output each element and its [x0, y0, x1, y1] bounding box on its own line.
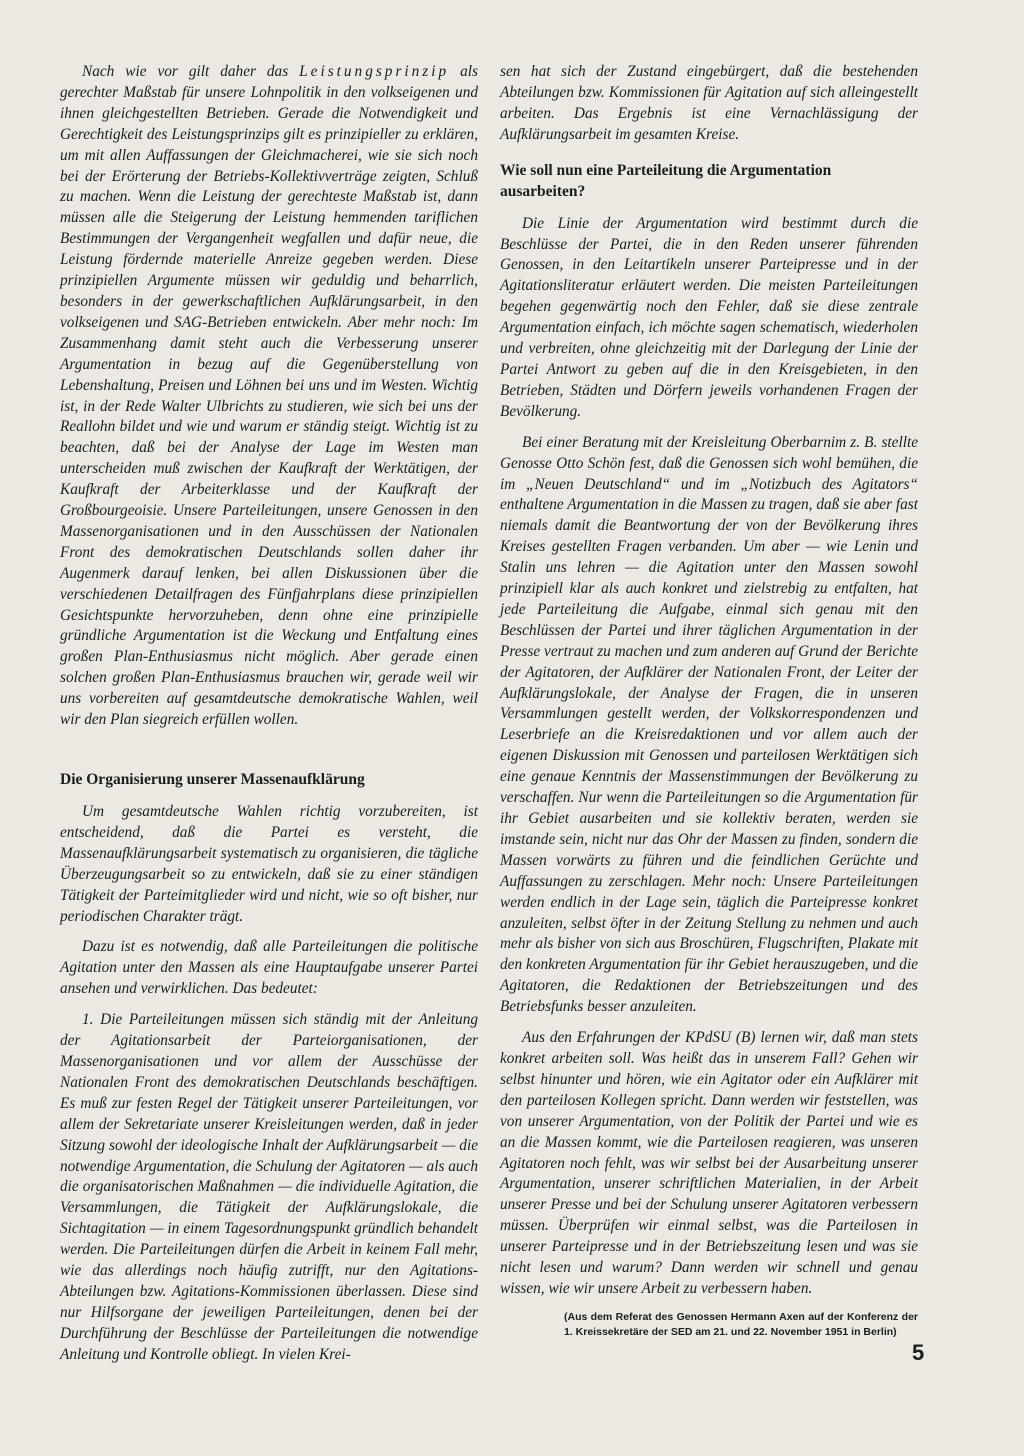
paragraph: Um gesamtdeutsche Wahlen richtig vorzubereiten, ist entscheidend, daß die Partei es versteht, die Massenaufklärungsarbeit systematisch zu organisieren, die tägliche Überzeugungsarbeit so zu entwickeln, daß sie zu einer ständigen Tätigkeit der Parteimitglieder wird und nicht, wie so oft bisher, nur periodischen Charakter trägt. — [60, 803, 478, 925]
right-column — [500, 62, 918, 1340]
paragraph-text: Nach wie vor gilt daher das — [82, 63, 300, 80]
paragraph-numbered-1: 1. Die Parteileitungen müssen sich ständig mit der Anleitung der Agitationsarbeit der Parteiorganisationen, der Massenorganisationen und vor allem der Ausschüsse der Nationalen Front des demokratischen Deutschlands beschäftigen. Es muß zur festen Regel der Tätigkeit unserer Parteileitungen, vor allem der Sekretariate unserer Kreisleitungen werden, daß in jeder Sitzung sowohl der ideologische Inhalt der Aufklärungsarbeit — die notwendige Argumentation, die Schulung der Agitatoren — als auch die organisatorischen Maßnahmen — die individuelle Agitation, die Versammlungen, die Tätigkeit der Aufklärungslokale, die Sichtagitation — in einem Tagesordnungspunkt gründlich behandelt werden. Die Parteileitungen dürfen die Arbeit in keinem Fall mehr, wie das allerdings noch häufig zutrifft, nur den Agitations-Abteilungen bzw. Agitations-Kommissionen überlassen. Diese sind nur Hilfsorgane der jeweiligen Parteileitungen, denen bei der Durchführung der Beschlüsse der Parteileitungen die notwendige Anleitung und Kontrolle obliegt. In vielen Krei- — [60, 1011, 478, 1363]
section-heading-massenaufklaerung: Die Organisierung unserer Massenaufklärung — [60, 771, 365, 788]
paragraph: Aus den Erfahrungen der KPdSU (B) lernen wir, daß man stets konkret arbeiten soll. Was heißt das in unserem Fall? Gehen wir selbst hinunter und hören, wie ein Agitator oder ein Aufklärer mit den parteilosen Kollegen spricht. Dann werden wir feststellen, was von unserer Argumentation, von der Politik der Partei und wie es an die Massen kommt, wie die Parteilosen reagieren, was unseren Agitatoren noch fehlt, was wir selbst bei der Ausarbeitung unserer Argumentation, unserer schriftlichen Materialien, in der Arbeit unserer Presse und bei der Schulung unserer Agitatoren verbessern müssen. Überprüfen wir einmal selbst, was die Parteilosen in unserer Parteipresse und in der Betriebszeitung lesen und was sie nicht lesen und warum? Dann werden wir schnell und genau wissen, wie wir unsere Arbeit zu verbessern haben. — [500, 1029, 918, 1297]
source-note: (Aus dem Referat des Genossen Hermann Axen auf der Konferenz der 1. Kreissekretäre der SED am 21. und 22. November 1951 in Berlin) — [564, 1310, 918, 1338]
section-heading-argumentation: Wie soll nun eine Parteileitung die Argumentation ausarbeiten? — [500, 161, 832, 200]
paragraph-continued: sen hat sich der Zustand eingebürgert, daß die bestehenden Abteilungen bzw. Kommissionen für Agitation auf sich alleingestellt arbeiten. Das Ergebnis ist eine Vernachlässigung der Aufklärungsarbeit im gesamten Kreise. — [500, 63, 918, 143]
paragraph: Bei einer Beratung mit der Kreisleitung Oberbarnim z. B. stellte Genosse Otto Schön fest, daß die Genossen sich wohl bemühen, die im „Neuen Deutschland“ und im „Notizbuch des Agitators“ enthaltene Argumentation in die Massen zu tragen, daß sie aber fast niemals damit die Beantwortung der von der Bevölkerung ihres Kreises gestellten Fragen verbanden. Um aber — wie Lenin und Stalin uns lehren — die Agitation unter den Massen sowohl prinzipiell klar als auch konkret und zielstrebig zu entfalten, hat jede Parteileitung die Aufgabe, einmal sich genau mit den Beschlüssen der Partei und ihrer täglichen Argumentation in der Presse vertraut zu machen und zum anderen auf Grund der Berichte der Agitatoren, der Aufklärer der Nationalen Front, der Leiter der Aufklärungslokale, der Analyse der Fragen, die in unseren Versammlungen gestellt werden, der Volkskorrespondenzen und Leserbriefe an die Kreisredaktionen und vor allem auch der eigenen Diskussion mit Genossen und parteilosen Werktätigen sich eine genaue Kenntnis der Massenstimmungen der Bevölkerung zu verschaffen. Nur wenn die Parteileitungen so die Argumentation für ihr Gebiet ausarbeiten und sie kollektiv beraten, werden sie imstande sein, nicht nur das Ohr der Massen zu finden, sondern die Massen vorwärts zu führen und die feindlichen Gerüchte und Auffassungen zu zerschlagen. Mehr noch: Unsere Parteileitungen werden endlich in der Lage sein, täglich die Parteipresse konkret anzuleiten, selbst öfter in der Zeitung Stellung zu nehmen und auch mehr als bisher von sich aus Broschüren, Flugschriften, Plakate mit den konkreten Argumentation für ihr Gebiet herauszugeben, und die Agitatoren, die Redaktionen der Betriebszeitungen und des Betriebsfunks besser anzuleiten. — [500, 433, 918, 1016]
paragraph-text: als gerechter Maßstab für unsere Lohnpolitik in den volkseigenen und ihnen gleichgestellten Betrieben. Gerade die Notwendigkeit und Gerechtigkeit des Leistungsprinzips gilt es prinzipieller zu erklären, um mit allen Auffassungen der Gleichmacherei, wie sie sich noch bei der Erörterung der Betriebs-Kollektivverträge zeigten, Schluß zu machen. Wenn die Leistung der gerechteste Maßstab ist, dann müssen alle die Steigerung der Leistung hemmenden tariflichen Bestimmungen der Vergangenheit wegfallen und dafür neue, die Leistung fördernde materielle Anreize gegeben werden. Diese prinzipiellen Argumente müssen wir geduldig und beharrlich, besonders in der gewerkschaftlichen Aufklärungsarbeit, in den volkseigenen und SAG-Betrieben entwickeln. Aber mehr noch: Im Zusammenhang damit steht auch die Verbesserung unserer Argumentation in bezug auf die Gegenüberstellung von Lebenshaltung, Preisen und Löhnen bei uns und im Westen. Wichtig ist, in der Rede Walter Ulbrichts zu studieren, wie sich bei uns der Reallohn bildet und wie und warum er ständig steigt. Wichtig ist zu beachten, daß bei der Analyse der Lage im Westen man unterscheiden muß zwischen der Kaufkraft der Werktätigen, der Kaufkraft der Arbeiterklasse und der Kaufkraft der Großbourgeoisie. Unsere Parteileitungen, unsere Genossen in den Massenorganisationen und in den Ausschüssen der Nationalen Front des demokratischen Deutschlands sollen daher ihr Augenmerk darauf lenken, bei allen Diskussionen über die verschiedenen Detailfragen des Fünfjahrplans diese prinzipiellen Gesichtspunkte hervorzuheben, denn ohne eine prinzipielle gründliche Argumentation ist die Weckung und Entfaltung eines großen Plan-Enthusiasmus nicht möglich. Aber gerade einen solchen großen Plan-Enthusiasmus brauchen wir, gerade weil wir uns vorbereiten auf gesamtdeutsche demokratische Wahlen, weil wir den Plan siegreich erfüllen wollen. — [60, 63, 478, 729]
paragraph: Dazu ist es notwendig, daß alle Parteileitungen die politische Agitation unter den Massen als eine Hauptaufgabe unserer Partei ansehen und verwirklichen. Das bedeutet: — [60, 938, 478, 998]
emphasized-term: Leistungsprinzip — [299, 63, 450, 80]
paragraph-leistungsprinzip — [60, 62, 478, 731]
page-number: 5 — [912, 1340, 925, 1365]
left-column — [60, 62, 478, 1376]
paragraph: Die Linie der Argumentation wird bestimmt durch die Beschlüsse der Partei, die in den Reden unserer führenden Genossen, in den Leitartikeln unserer Parteipresse und in der Agitationsliteratur erläutert werden. Die meisten Parteileitungen begehen gegenwärtig noch den Fehler, daß sie diese zentrale Argumentation einfach, ich möchte sagen schematisch, wiederholen und verbreiten, ohne gleichzeitig mit der Darlegung der Linie der Partei Antwort zu geben auf die in den Kreisgebieten, in den Betrieben, Städten und Dörfern jeweils vorhandenen Fragen der Bevölkerung. — [500, 214, 918, 420]
